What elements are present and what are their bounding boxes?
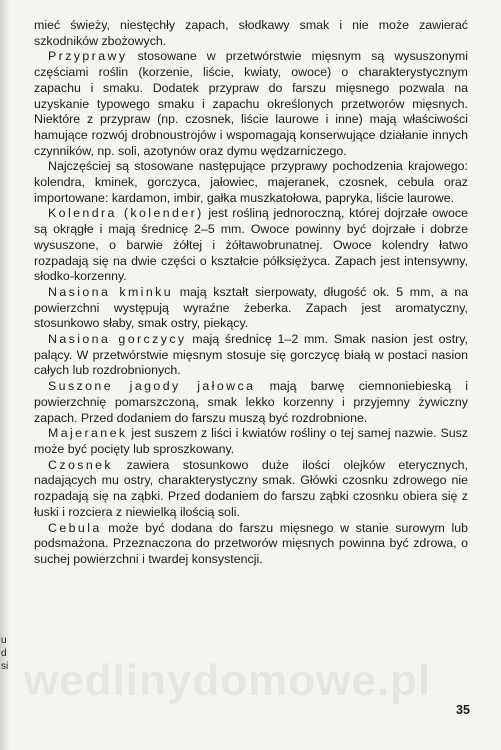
term-jalowiec: Suszone jagody jałowca xyxy=(48,379,256,394)
paragraph-text: stosowane w przetwórstwie mięsnym są wysuszonymi częściami roślin (korzenie, liście, kwiaty, owoce) o charakterystycznym zapachu i smaku. Dodatek przypraw do farszu mięsnego pozwala na uzyskanie typowego smaku i zapachu określonych przetworów mięsnych. Niektóre z przypraw (np. czosnek, liście laurowe i inne) mają właściwości hamujące rozwój drobnoustrojów i wspomagają konserwujące działanie innych czynników, np. soli, azotynów oraz dymu wędzarniczego. xyxy=(34,49,468,158)
paragraph-text: jest suszem z liści i kwiatów rośliny o tej samej nazwie. Susz może być pocięty lub sproszkowany. xyxy=(34,426,468,456)
paragraph-text: mają średnicę 1–2 mm. Smak nasion jest ostry, palący. W przetwórstwie mięsnym stosuje się gorczycę białą w postaci nasion całych lub rozdrobnionych. xyxy=(34,332,468,378)
margin-fragment: d xyxy=(1,648,7,659)
paragraph-majeranek xyxy=(34,426,468,457)
page-number: 35 xyxy=(456,703,470,717)
paragraph-krajowe xyxy=(34,159,468,206)
paragraph-text: mieć świeży, niestęchły zapach, słodkawy smak i nie może zawierać szkodników zbożowych. xyxy=(34,18,468,48)
term-kolendra: Kolendra (kolender) xyxy=(48,206,204,221)
paragraph-przyprawy xyxy=(34,49,468,159)
term-gorczyca: Nasiona gorczycy xyxy=(48,332,187,347)
paragraph-text: mają kształt sierpowaty, długość ok. 5 mm, a na powierzchni występują wyraźne żeberka. Zapach jest aromatyczny, stosunkowo słaby, smak ostry, piekący. xyxy=(34,284,468,331)
term-kminek: Nasiona kminku xyxy=(48,284,174,299)
paragraph-kminek xyxy=(34,285,468,332)
term-cebula: Cebula xyxy=(48,520,102,535)
body-text xyxy=(34,18,468,568)
term-majeranek: Majeranek xyxy=(48,426,128,441)
paragraph-kolendra xyxy=(34,206,468,285)
paragraph-text: Najczęściej są stosowane następujące przyprawy pochodzenia krajowego: kolendra, kminek, gorczyca, jałowiec, majeranek, czosnek, cebula oraz importowane: kardamon, imbir, gałka muszkatołowa, papryka, liście laurowe. xyxy=(34,159,468,205)
paragraph-intro xyxy=(34,18,468,49)
paragraph-text: mają barwę ciemnoniebieską i powierzchnię pomarszczoną, smak lekko korzenny i przyjemny żywiczny zapach. Przed dodaniem do farszu muszą być rozdrobnione. xyxy=(34,379,468,425)
paragraph-czosnek xyxy=(34,458,468,521)
paragraph-text: może być dodana do farszu mięsnego w stanie surowym lub podsmażona. Przeznaczona do przetworów mięsnych powinna być zdrowa, o suchej powierzchni i twardej konsystencji. xyxy=(34,520,468,566)
left-margin-fragments xyxy=(1,634,11,673)
paragraph-text: jest rośliną jednoroczną, której dojrzałe owoce są okrągłe i mają średnicę 2–5 mm. Owoce powinny być dojrzałe i dobrze wysuszone, o barwie żółtej i żółtawobrunatnej. Owoce kolendry łatwo rozpadają się na dwie części o kształcie półksiężyca. Zapach jest intensywny, słodko-korzenny. xyxy=(34,206,468,284)
margin-fragment: si xyxy=(1,661,9,672)
margin-fragment: u xyxy=(1,635,7,646)
watermark: wedlinydomowe.pl xyxy=(24,656,432,705)
paragraph-cebula xyxy=(34,521,468,568)
paragraph-gorczyca xyxy=(34,332,468,379)
paragraph-text: zawiera stosunkowo duże ilości olejków eterycznych, nadających mu ostry, charakterystyczny smak. Główki czosnku zdrowego nie rozpadają się na ząbki. Przed dodaniem do farszu ząbki czosnku obiera się z łuski i rozciera z niewielką ilością soli. xyxy=(34,457,468,519)
term-czosnek: Czosnek xyxy=(48,457,114,472)
paragraph-jalowiec xyxy=(34,379,468,426)
term-przyprawy: Przyprawy xyxy=(48,49,128,64)
